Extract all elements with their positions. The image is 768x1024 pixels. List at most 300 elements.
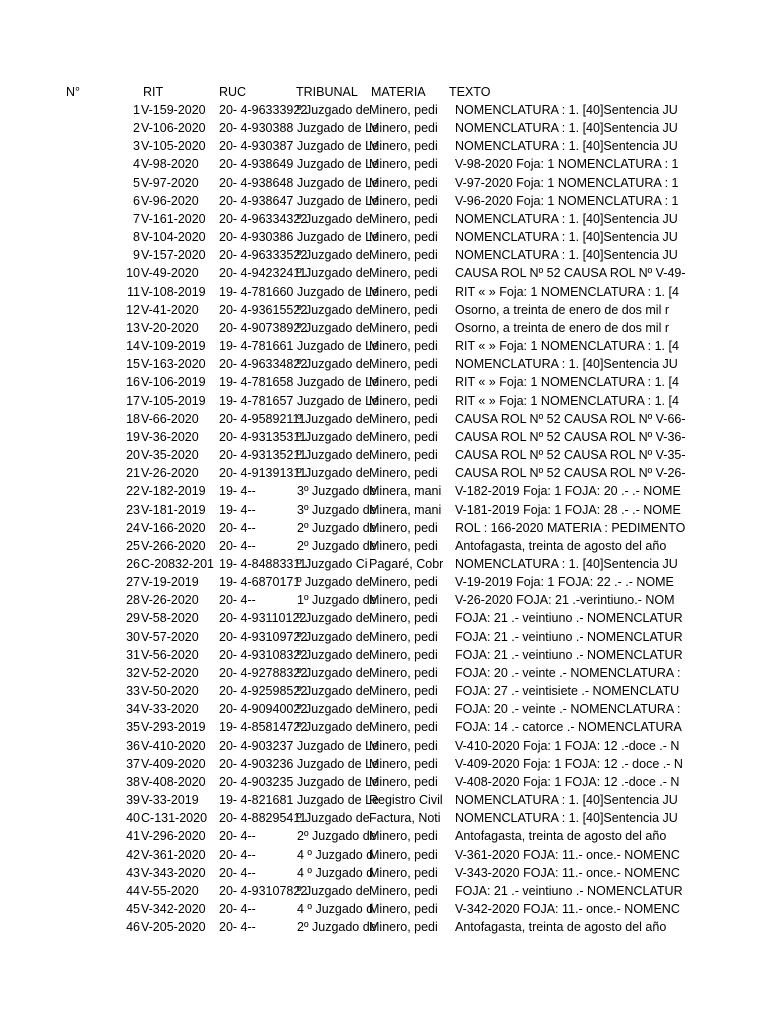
cell-ruc: 20- 4-96333922 (219, 103, 308, 117)
cell-n: 10 (126, 266, 140, 281)
cell-n: 6 (133, 193, 140, 208)
cell-tribunal: Juzgado de Le (297, 774, 380, 789)
cell-n: 20 (126, 448, 140, 463)
table-row (0, 609, 768, 627)
table-row (0, 319, 768, 337)
cell-n: 18 (126, 411, 140, 426)
cell-texto: V-361-2020 FOJA: 11.- once.- NOMENC (455, 847, 680, 862)
cell-materia: Minero, pedi (369, 665, 438, 680)
cell-ruc: 20- 4-930388 (219, 121, 294, 136)
table-row (0, 537, 768, 555)
table-row (0, 664, 768, 682)
cell-rit: V-98-2020 (141, 157, 199, 172)
cell-texto: FOJA: 21 .- veintiuno .- NOMENCLATUR (455, 611, 683, 626)
cell-texto: NOMENCLATURA : 1. [40]Sentencia JU (455, 211, 678, 226)
cell-ruc: 20- 4-903235 (219, 774, 294, 789)
table-row (0, 119, 768, 137)
cell-ruc: 19- 4-781657 (219, 393, 294, 408)
cell-rit: V-106-2020 (141, 121, 206, 136)
cell-n: 17 (126, 393, 140, 408)
cell-materia: Minero, pedi (369, 647, 438, 662)
cell-materia: Minero, pedi (369, 230, 438, 245)
cell-materia: Factura, Noti (369, 811, 441, 826)
table-row (0, 264, 768, 282)
cell-materia: Minero, pedi (369, 611, 438, 626)
cell-n: 11 (127, 284, 140, 299)
cell-rit: V-293-2019 (141, 720, 206, 735)
cell-n: 22 (126, 484, 140, 499)
cell-rit: V-266-2020 (141, 538, 206, 553)
cell-texto: ROL : 166-2020 MATERIA : PEDIMENTO (455, 520, 686, 535)
cell-ruc: 20- 4-930386 (219, 230, 294, 245)
cell-texto: NOMENCLATURA : 1. [40]Sentencia JU (455, 793, 678, 808)
header-texto: TEXTO (449, 85, 491, 99)
cell-ruc: 20- 4-- (219, 593, 256, 608)
cell-n: 31 (126, 647, 140, 662)
cell-materia: Minero, pedi (369, 829, 438, 844)
cell-rit: V-105-2020 (141, 139, 206, 154)
cell-ruc: 20- 4-- (219, 538, 256, 553)
cell-texto: RIT « » Foja: 1 NOMENCLATURA : 1. [4 (455, 375, 679, 390)
header-row (0, 83, 768, 101)
cell-ruc: 20- 4-93107822 (219, 883, 308, 898)
cell-materia: Minero, pedi (369, 902, 438, 917)
cell-materia: Minero, pedi (369, 538, 438, 553)
table-row (0, 900, 768, 918)
table-row (0, 355, 768, 373)
cell-tribunal: º Juzgado de (297, 266, 370, 281)
table-row (0, 773, 768, 791)
cell-tribunal: º Juzgado de (297, 702, 370, 717)
cell-texto: V-96-2020 Foja: 1 NOMENCLATURA : 1 (455, 193, 679, 208)
cell-tribunal: 3º Juzgado de (297, 484, 377, 499)
cell-tribunal: º Juzgado de (297, 411, 370, 426)
cell-rit: V-104-2020 (141, 230, 206, 245)
cell-tribunal: º Juzgado de (297, 302, 370, 317)
cell-tribunal: Juzgado de Le (297, 121, 380, 136)
cell-rit: V-66-2020 (141, 411, 199, 426)
cell-rit: V-166-2020 (141, 520, 206, 535)
cell-materia: Minero, pedi (369, 357, 438, 372)
cell-n: 33 (126, 684, 140, 699)
cell-tribunal: Juzgado de Le (297, 738, 380, 753)
cell-texto: NOMENCLATURA : 1. [40]Sentencia JU (455, 230, 678, 245)
table-row (0, 373, 768, 391)
cell-n: 38 (126, 774, 140, 789)
cell-tribunal: 2º Juzgado de (297, 920, 377, 935)
table-row (0, 428, 768, 446)
cell-n: 16 (126, 375, 140, 390)
cell-materia: Minero, pedi (369, 920, 438, 935)
cell-materia: Minero, pedi (369, 266, 438, 281)
cell-tribunal: Juzgado de Le (297, 393, 380, 408)
table-row (0, 155, 768, 173)
cell-rit: V-343-2020 (141, 865, 206, 880)
cell-texto: NOMENCLATURA : 1. [40]Sentencia JU (455, 557, 678, 571)
cell-texto: V-342-2020 FOJA: 11.- once.- NOMENC (455, 902, 680, 917)
cell-texto: FOJA: 21 .- veintiuno .- NOMENCLATUR (455, 883, 683, 898)
cell-ruc: 20- 4-96333522 (219, 248, 308, 263)
cell-tribunal: º Juzgado de (297, 429, 370, 444)
cell-n: 9 (133, 248, 140, 263)
cell-texto: V-97-2020 Foja: 1 NOMENCLATURA : 1 (455, 175, 679, 190)
cell-rit: V-33-2020 (141, 702, 199, 717)
cell-rit: V-36-2020 (141, 429, 199, 444)
cell-materia: Minero, pedi (369, 466, 438, 481)
cell-texto: RIT « » Foja: 1 NOMENCLATURA : 1. [4 (455, 339, 679, 354)
cell-texto: NOMENCLATURA : 1. [40]Sentencia JU (455, 811, 678, 826)
table-row (0, 446, 768, 464)
cell-texto: V-26-2020 FOJA: 21 .-verintiuno.- NOM (455, 593, 675, 608)
cell-ruc: 19- 4-6870171 (219, 575, 301, 590)
cell-tribunal: º Juzgado de (297, 211, 370, 226)
cell-n: 46 (126, 920, 140, 935)
cell-ruc: 20- 4-95892111 (219, 411, 306, 426)
cell-n: 19 (126, 429, 140, 444)
cell-rit: V-50-2020 (141, 684, 199, 699)
cell-texto: FOJA: 20 .- veinte .- NOMENCLATURA : (455, 702, 681, 717)
table-row (0, 174, 768, 192)
cell-materia: Minero, pedi (369, 211, 438, 226)
cell-tribunal: Juzgado de Le (297, 175, 380, 190)
cell-tribunal: º Juzgado de (297, 720, 370, 735)
cell-ruc: 20- 4-93615522 (219, 302, 308, 317)
cell-tribunal: º Juzgado de (297, 811, 370, 826)
table-row (0, 755, 768, 773)
table-row (0, 246, 768, 264)
cell-n: 30 (126, 629, 140, 644)
table-row (0, 700, 768, 718)
cell-materia: Minero, pedi (369, 175, 438, 190)
cell-tribunal: 4 º Juzgado d (297, 847, 374, 862)
cell-rit: V-97-2020 (141, 175, 199, 190)
cell-tribunal: Juzgado de Le (297, 139, 380, 154)
cell-n: 42 (126, 847, 140, 862)
cell-tribunal: 4 º Juzgado d (297, 865, 374, 880)
cell-texto: Osorno, a treinta de enero de dos mil r (455, 320, 670, 335)
cell-rit: V-205-2020 (141, 920, 206, 935)
cell-rit: V-20-2020 (141, 320, 199, 335)
cell-materia: Minero, pedi (369, 629, 438, 644)
cell-materia: Minero, pedi (369, 284, 438, 299)
cell-rit: V-26-2020 (141, 593, 199, 608)
header-rit: RIT (143, 85, 164, 99)
cell-texto: Osorno, a treinta de enero de dos mil r (455, 302, 670, 317)
cell-ruc: 20- 4-- (219, 847, 256, 862)
cell-materia: Minero, pedi (369, 720, 438, 735)
table-row (0, 718, 768, 736)
cell-tribunal: º Juzgado de (297, 611, 370, 626)
cell-n: 45 (126, 902, 140, 917)
cell-materia: Minero, pedi (369, 520, 438, 535)
cell-rit: V-109-2019 (141, 339, 206, 354)
cell-rit: V-49-2020 (141, 266, 199, 281)
header-tribunal: TRIBUNAL (296, 85, 358, 99)
cell-n: 29 (126, 611, 140, 626)
cell-texto: FOJA: 27 .- veintisiete .- NOMENCLATU (455, 684, 680, 699)
cell-materia: Minero, pedi (369, 411, 438, 426)
cell-n: 13 (126, 320, 140, 335)
cell-n: 27 (126, 575, 140, 590)
cell-texto: CAUSA ROL Nº 52 CAUSA ROL Nº V-36- (455, 429, 686, 444)
cell-n: 28 (126, 593, 140, 608)
cell-rit: V-55-2020 (141, 883, 199, 898)
cell-materia: Minero, pedi (369, 429, 438, 444)
cell-ruc: 20- 4-903237 (219, 738, 294, 753)
cell-rit: V-58-2020 (141, 611, 199, 626)
cell-ruc: 20- 4-90940022 (219, 702, 308, 717)
cell-texto: V-98-2020 Foja: 1 NOMENCLATURA : 1 (455, 157, 679, 172)
cell-tribunal: 4 º Juzgado d (297, 902, 374, 917)
cell-texto: RIT « » Foja: 1 NOMENCLATURA : 1. [4 (455, 284, 679, 299)
cell-rit: V-33-2019 (141, 793, 199, 808)
cell-ruc: 20- 4-93135211 (219, 448, 307, 463)
cell-tribunal: º Juzgado Ci (297, 557, 368, 571)
cell-ruc: 20- 4-- (219, 829, 256, 844)
cell-texto: NOMENCLATURA : 1. [40]Sentencia JU (455, 103, 678, 117)
cell-rit: V-408-2020 (141, 774, 206, 789)
cell-n: 35 (126, 720, 140, 735)
cell-texto: FOJA: 21 .- veintiuno .- NOMENCLATUR (455, 647, 683, 662)
cell-materia: Minero, pedi (369, 320, 438, 335)
cell-texto: Antofagasta, treinta de agosto del año (455, 920, 667, 935)
cell-rit: V-41-2020 (141, 302, 199, 317)
cell-texto: CAUSA ROL Nº 52 CAUSA ROL Nº V-26- (455, 466, 686, 481)
cell-n: 25 (126, 538, 140, 553)
cell-rit: V-157-2020 (141, 248, 206, 263)
cell-ruc: 19- 4-821681 (219, 793, 294, 808)
cell-tribunal: Juzgado de Le (297, 339, 380, 354)
cell-materia: Minero, pedi (369, 575, 438, 590)
cell-materia: Minero, pedi (369, 339, 438, 354)
cell-rit: V-57-2020 (141, 629, 199, 644)
cell-materia: Minero, pedi (369, 774, 438, 789)
cell-materia: Minero, pedi (369, 847, 438, 862)
cell-tribunal: º Juzgado de (297, 629, 370, 644)
cell-texto: NOMENCLATURA : 1. [40]Sentencia JU (455, 248, 678, 263)
cell-n: 15 (126, 357, 140, 372)
cell-materia: Minero, pedi (369, 684, 438, 699)
cell-tribunal: 1º Juzgado de (297, 593, 377, 608)
cell-tribunal: º Juzgado de (297, 357, 370, 372)
table-row (0, 682, 768, 700)
cell-ruc: 20- 4-- (219, 902, 256, 917)
cell-n: 21 (126, 466, 140, 481)
cell-ruc: 20- 4-- (219, 520, 256, 535)
cell-ruc: 20- 4-- (219, 920, 256, 935)
cell-ruc: 20- 4-938647 (219, 193, 294, 208)
table-row (0, 519, 768, 537)
cell-n: 36 (126, 738, 140, 753)
cell-materia: Minero, pedi (369, 103, 438, 117)
cell-ruc: 20- 4-96334822 (219, 357, 308, 372)
cell-ruc: 20- 4-91391311 (219, 466, 307, 481)
cell-ruc: 20- 4-- (219, 865, 256, 880)
cell-tribunal: Juzgado de Le (297, 375, 380, 390)
cell-texto: Antofagasta, treinta de agosto del año (455, 829, 667, 844)
table-row (0, 410, 768, 428)
table-row (0, 882, 768, 900)
cell-materia: Minero, pedi (369, 756, 438, 771)
cell-rit: V-19-2019 (141, 575, 199, 590)
table-row (0, 846, 768, 864)
cell-materia: Minero, pedi (369, 139, 438, 154)
cell-materia: Minero, pedi (369, 883, 438, 898)
cell-n: 34 (126, 702, 140, 717)
cell-ruc: 20- 4-92788322 (219, 665, 308, 680)
cell-texto: V-19-2019 Foja: 1 FOJA: 22 .- .- NOME (455, 575, 674, 590)
cell-rit: V-296-2020 (141, 829, 206, 844)
cell-rit: V-182-2019 (141, 484, 206, 499)
table-row (0, 192, 768, 210)
cell-tribunal: Juzgado de Le (297, 157, 380, 172)
cell-tribunal: Juzgado de Le (297, 284, 380, 299)
cell-ruc: 20- 4-930387 (219, 139, 294, 154)
cell-tribunal: º Juzgado de (297, 665, 370, 680)
cell-ruc: 20- 4-88295411 (219, 811, 307, 826)
cell-ruc: 19- 4-781658 (219, 375, 294, 390)
table-row (0, 555, 768, 573)
cell-tribunal: º Juzgado de (297, 448, 370, 463)
table-row (0, 137, 768, 155)
cell-texto: NOMENCLATURA : 1. [40]Sentencia JU (455, 121, 678, 136)
cell-tribunal: Juzgado de Le (297, 193, 380, 208)
cell-ruc: 20- 4-93109722 (219, 629, 308, 644)
cell-materia: Minero, pedi (369, 121, 438, 136)
cell-materia: Minero, pedi (369, 302, 438, 317)
cell-tribunal: º Juzgado de (297, 684, 370, 699)
cell-ruc: 20- 4-93135311 (219, 429, 307, 444)
cell-ruc: 20- 4-94232411 (219, 266, 307, 281)
cell-n: 3 (133, 139, 140, 154)
cell-n: 43 (126, 865, 140, 880)
cell-texto: RIT « » Foja: 1 NOMENCLATURA : 1. [4 (455, 393, 679, 408)
table-row (0, 864, 768, 882)
cell-texto: V-182-2019 Foja: 1 FOJA: 20 .- .- NOME (455, 484, 681, 499)
cell-texto: V-409-2020 Foja: 1 FOJA: 12 .- doce .- N (455, 756, 683, 771)
cell-ruc: 19- 4-781660 (219, 284, 294, 299)
cell-tribunal: 2º Juzgado de (297, 520, 377, 535)
table-row (0, 809, 768, 827)
cell-materia: Registro Civil (369, 793, 443, 808)
table-row (0, 482, 768, 500)
cell-n: 39 (126, 793, 140, 808)
header-ruc: RUC (219, 85, 247, 99)
cell-tribunal: º Juzgado de (297, 320, 370, 335)
table-row (0, 573, 768, 591)
cell-materia: Minero, pedi (369, 865, 438, 880)
table-row (0, 337, 768, 355)
cell-texto: NOMENCLATURA : 1. [40]Sentencia JU (455, 357, 678, 372)
cell-ruc: 20- 4-93110122 (219, 611, 307, 626)
cell-n: 1 (133, 103, 140, 117)
cell-ruc: 19- 4-84883311 (219, 557, 307, 571)
cell-n: 26 (126, 557, 140, 571)
cell-n: 44 (126, 883, 140, 898)
cell-texto: Antofagasta, treinta de agosto del año (455, 538, 667, 553)
cell-n: 40 (126, 811, 140, 826)
cell-n: 7 (133, 211, 140, 226)
cell-rit: V-56-2020 (141, 647, 199, 662)
cell-materia: Minero, pedi (369, 393, 438, 408)
cell-texto: CAUSA ROL Nº 52 CAUSA ROL Nº V-49- (455, 266, 686, 281)
cell-ruc: 19- 4-- (219, 484, 256, 499)
cell-rit: V-361-2020 (141, 847, 206, 862)
cell-n: 2 (133, 121, 140, 136)
cell-texto: NOMENCLATURA : 1. [40]Sentencia JU (455, 139, 678, 154)
cell-materia: Minero, pedi (369, 738, 438, 753)
cell-rit: C-20832-201 (141, 557, 214, 571)
cell-tribunal: º Juzgado de (297, 883, 370, 898)
cell-tribunal: 3º Juzgado de (297, 502, 377, 517)
table-row (0, 737, 768, 755)
cell-ruc: 20- 4-92598522 (219, 684, 308, 699)
cell-ruc: 20- 4-938648 (219, 175, 294, 190)
cell-rit: V-52-2020 (141, 665, 199, 680)
table-row (0, 918, 768, 936)
cell-materia: Minera, mani (369, 484, 442, 499)
cell-tribunal: 2º Juzgado de (297, 538, 377, 553)
cell-tribunal: º Juzgado de (297, 103, 370, 117)
cell-ruc: 20- 4-938649 (219, 157, 294, 172)
cell-rit: V-106-2019 (141, 375, 206, 390)
cell-texto: FOJA: 14 .- catorce .- NOMENCLATURA (455, 720, 682, 735)
cell-rit: V-159-2020 (141, 103, 206, 117)
table-row (0, 210, 768, 228)
cell-materia: Minero, pedi (369, 157, 438, 172)
table-row (0, 791, 768, 809)
cell-materia: Minero, pedi (369, 248, 438, 263)
cell-rit: V-96-2020 (141, 193, 199, 208)
cell-tribunal: 2º Juzgado de (297, 829, 377, 844)
cell-tribunal: Juzgado de Le (297, 756, 380, 771)
cell-rit: V-108-2019 (141, 284, 206, 299)
cell-n: 5 (133, 175, 140, 190)
cell-n: 37 (126, 756, 140, 771)
cell-ruc: 20- 4-93108322 (219, 647, 308, 662)
table-row (0, 628, 768, 646)
cell-tribunal: º Juzgado de (297, 248, 370, 263)
cell-n: 14 (126, 339, 140, 354)
cell-texto: V-408-2020 Foja: 1 FOJA: 12 .-doce .- N (455, 774, 680, 789)
cell-rit: V-35-2020 (141, 448, 199, 463)
table-row (0, 646, 768, 664)
table-row (0, 228, 768, 246)
cell-texto: FOJA: 20 .- veinte .- NOMENCLATURA : (455, 665, 681, 680)
table-row (0, 392, 768, 410)
cell-n: 23 (126, 502, 140, 517)
cell-rit: V-409-2020 (141, 756, 206, 771)
table-row (0, 591, 768, 609)
table-row (0, 827, 768, 845)
cell-ruc: 19- 4-- (219, 502, 256, 517)
cell-n: 12 (126, 302, 140, 317)
cell-rit: C-131-2020 (141, 811, 208, 826)
cell-texto: V-343-2020 FOJA: 11.- once.- NOMENC (455, 865, 680, 880)
cell-texto: V-410-2020 Foja: 1 FOJA: 12 .-doce .- N (455, 738, 680, 753)
cell-n: 8 (133, 230, 140, 245)
cell-rit: V-181-2019 (141, 502, 206, 517)
cell-rit: V-410-2020 (141, 738, 206, 753)
table-row (0, 501, 768, 519)
cell-texto: FOJA: 21 .- veintiuno .- NOMENCLATUR (455, 629, 683, 644)
cell-rit: V-342-2020 (141, 902, 206, 917)
cell-tribunal: Juzgado de Le (297, 793, 380, 808)
cell-ruc: 20- 4-903236 (219, 756, 294, 771)
cell-texto: CAUSA ROL Nº 52 CAUSA ROL Nº V-35- (455, 448, 686, 463)
cell-ruc: 20- 4-90738922 (219, 320, 308, 335)
table-row (0, 301, 768, 319)
